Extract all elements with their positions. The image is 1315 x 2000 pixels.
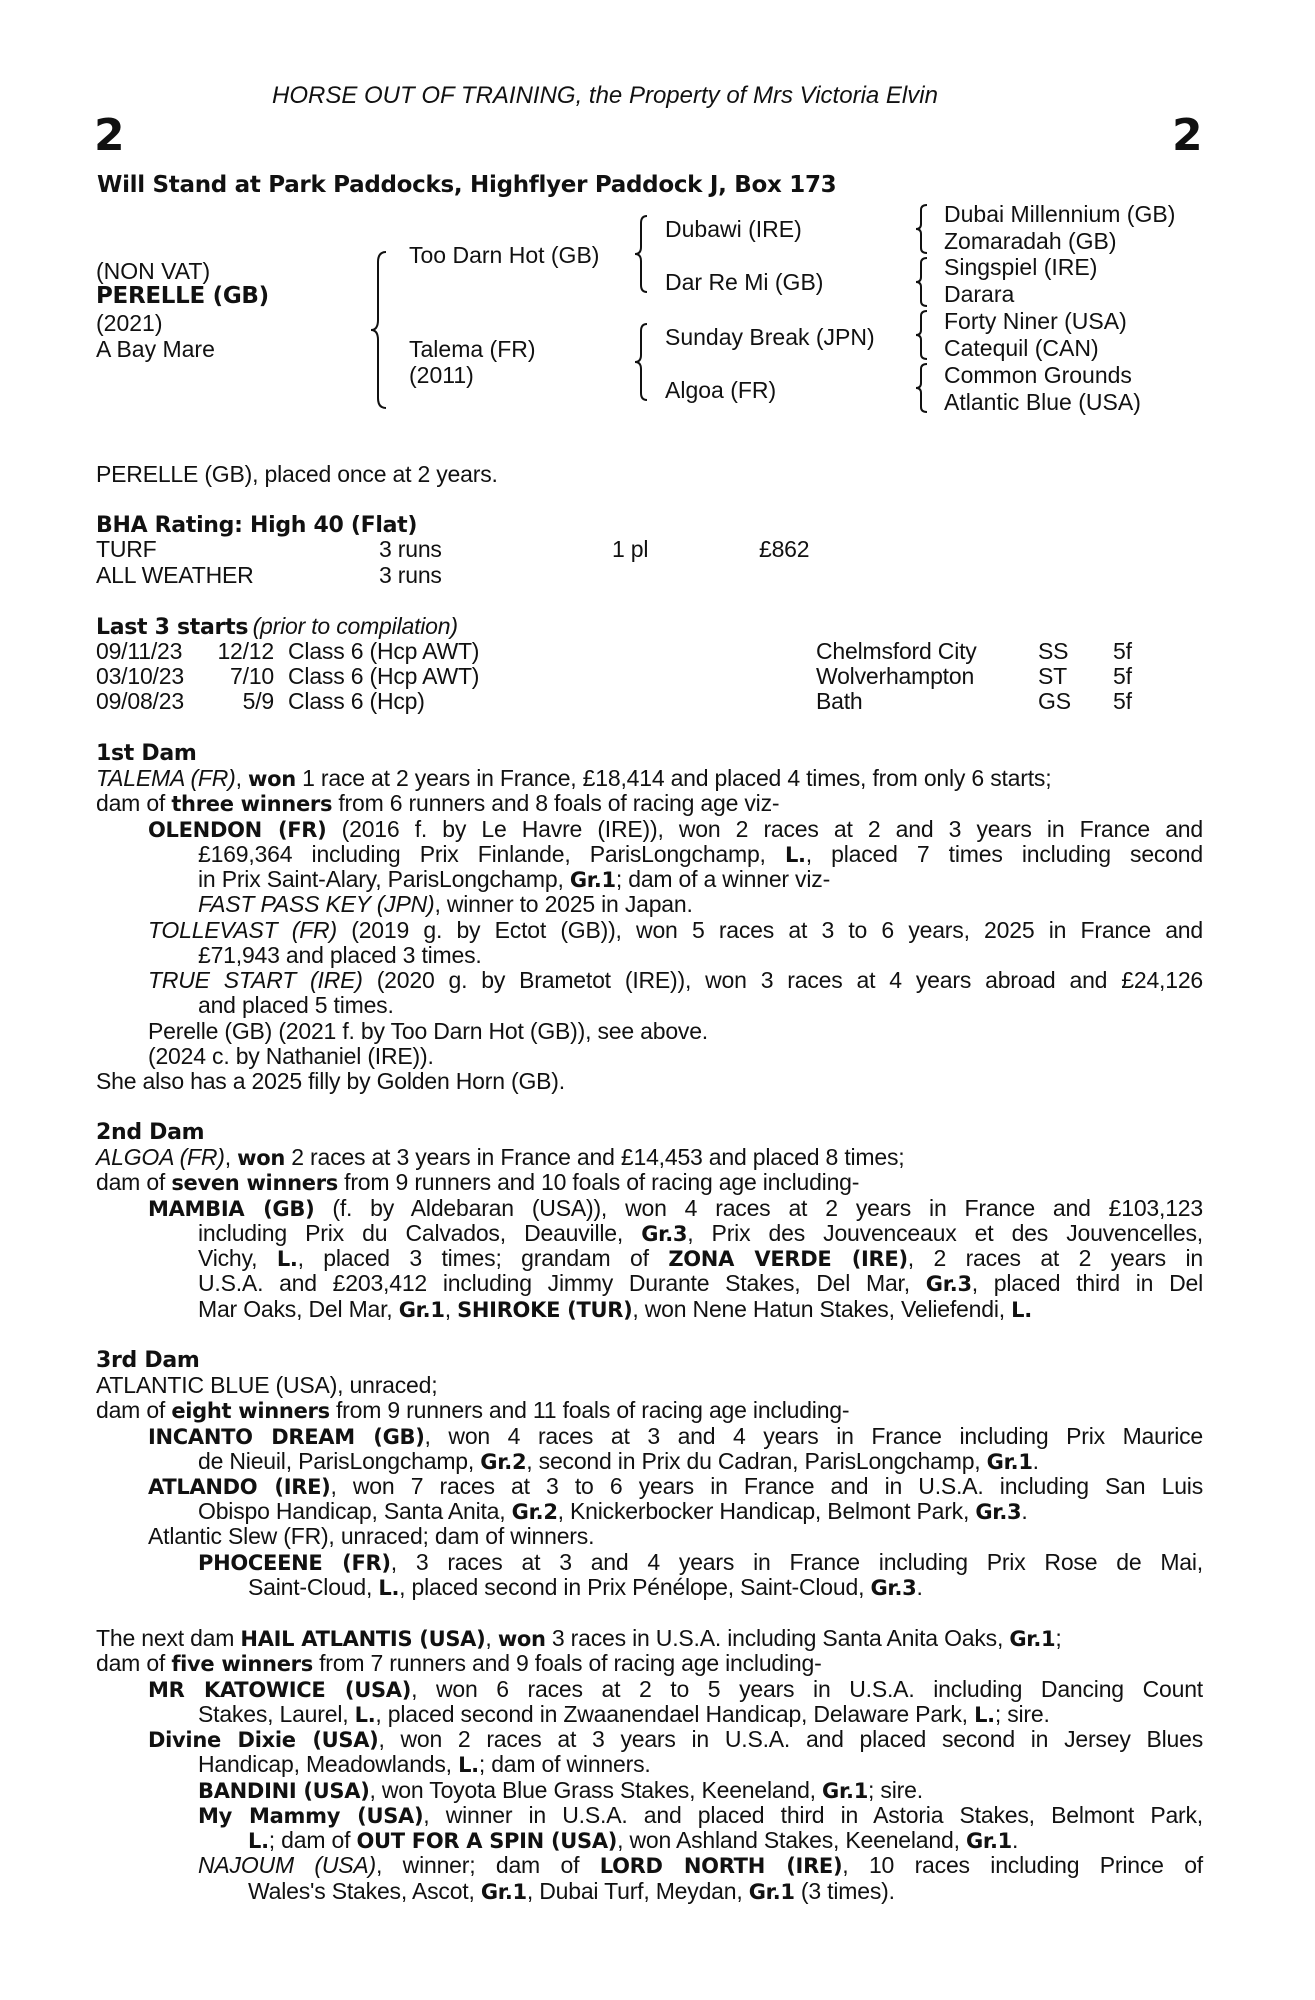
- start-going: SS: [1038, 638, 1069, 664]
- progeny-true-start-cont: and placed 5 times.: [198, 992, 394, 1018]
- progeny-true-start: [148, 968, 1203, 994]
- winners-count: five winners: [171, 1652, 313, 1676]
- start-race: Class 6 (Hcp AWT): [288, 663, 480, 689]
- rating-surface-turf: TURF: [96, 536, 157, 562]
- grade-label: Gr.1: [480, 1880, 527, 1904]
- text: from 9 runners and 11 foals of racing age including-: [329, 1397, 850, 1423]
- progeny-mambia-cont: [198, 1221, 1203, 1248]
- start-position: 5/9: [242, 688, 274, 714]
- grade-label: L.: [276, 1247, 298, 1271]
- pedigree-sire-dam: Dar Re Mi (GB): [665, 269, 824, 295]
- progeny-olendon: [148, 817, 1203, 844]
- second-dam-heading: 2nd Dam: [96, 1120, 205, 1145]
- text: in Prix Saint-Alary, ParisLongchamp,: [198, 866, 570, 892]
- start-race: Class 6 (Hcp): [288, 688, 425, 714]
- progeny-name: TOLLEVAST (FR): [148, 917, 337, 943]
- won-label: won: [248, 767, 296, 791]
- text: (2016 f. by Le Havre (IRE)), won 2 races at 2 and 3 years in France and: [326, 816, 1203, 842]
- stand-location: Will Stand at Park Paddocks, Highflyer Paddock J, Box 173: [97, 172, 837, 198]
- pedigree-brace-main: [368, 250, 392, 410]
- text: , won 6 races at 2 to 5 years in U.S.A. including Dancing Count: [411, 1676, 1203, 1702]
- progeny-mr-katowice: [148, 1677, 1203, 1704]
- progeny-fast-pass-key: [198, 892, 693, 918]
- first-dam-heading: 1st Dam: [96, 741, 197, 766]
- dam-name: TALEMA (FR): [96, 765, 236, 791]
- text: ; dam of a winner viz-: [615, 866, 831, 892]
- text: ;: [1055, 1625, 1062, 1651]
- progeny-name: LORD NORTH (IRE): [599, 1854, 843, 1878]
- text: Mar Oaks, Del Mar,: [198, 1296, 399, 1322]
- progeny-mambia-cont2: [198, 1246, 1203, 1273]
- text: , won Toyota Blue Grass Stakes, Keeneland,: [369, 1777, 823, 1803]
- progeny-incanto-dream: [148, 1424, 1203, 1451]
- start-race: Class 6 (Hcp AWT): [288, 638, 480, 664]
- lot-number-right: 2: [1172, 110, 1203, 161]
- lot-number-left: 2: [94, 110, 125, 161]
- text: , placed 7 times including second: [805, 841, 1203, 867]
- progeny-name: BANDINI (USA): [198, 1779, 370, 1803]
- dam-name: ALGOA (FR): [96, 1144, 225, 1170]
- text: , 2 races at 2 years in: [907, 1245, 1203, 1271]
- text: 3 races in U.S.A. including Santa Anita Oaks,: [545, 1625, 1010, 1651]
- pedigree-brace-sire: [632, 214, 652, 294]
- text: .: [1011, 1827, 1019, 1853]
- text: , Knickerbocker Handicap, Belmont Park,: [557, 1498, 976, 1524]
- progeny-my-mammy-cont: [248, 1828, 1018, 1855]
- dam-name: HAIL ATLANTIS (USA): [240, 1627, 486, 1651]
- start-course: Wolverhampton: [816, 663, 975, 689]
- third-dam-line: ATLANTIC BLUE (USA), unraced;: [96, 1372, 438, 1398]
- pedigree-g3-0: Dubai Millennium (GB): [944, 201, 1176, 227]
- progeny-olendon-cont2: [198, 867, 830, 894]
- progeny-perelle: Perelle (GB) (2021 f. by Too Darn Hot (GB)), see above.: [148, 1018, 708, 1044]
- start-date: 03/10/23: [96, 663, 184, 689]
- text: , won Ashland Stakes, Keeneland,: [617, 1827, 966, 1853]
- grade-label: Gr.1: [1009, 1627, 1056, 1651]
- vat-status: (NON VAT): [96, 258, 211, 284]
- grade-label: Gr.2: [511, 1500, 558, 1524]
- grade-label: Gr.1: [986, 1450, 1033, 1474]
- text: dam of: [96, 1169, 172, 1195]
- pedigree-g3-6: Common Grounds: [944, 362, 1132, 388]
- rating-placed-turf: 1 pl: [612, 536, 649, 562]
- text: de Nieuil, ParisLongchamp,: [198, 1448, 481, 1474]
- text: ; sire.: [868, 1777, 923, 1803]
- pedigree-brace-g3-1: [913, 203, 931, 255]
- progeny-olendon-cont: [198, 842, 1203, 869]
- winners-count: three winners: [171, 792, 333, 816]
- progeny-2024-colt: (2024 c. by Nathaniel (IRE)).: [148, 1043, 434, 1069]
- progeny-name: MAMBIA (GB): [148, 1197, 315, 1221]
- progeny-najoum: [198, 1853, 1203, 1880]
- progeny-name: OLENDON (FR): [148, 818, 327, 842]
- last-starts-title: Last 3 starts: [96, 615, 249, 640]
- text: including Prix du Calvados, Deauville,: [198, 1220, 642, 1246]
- start-date: 09/11/23: [96, 638, 183, 664]
- text: , placed second in Zwaanendael Handicap, Delaware Park,: [375, 1701, 975, 1727]
- progeny-name: ZONA VERDE (IRE): [668, 1247, 908, 1271]
- text: Wales's Stakes, Ascot,: [248, 1878, 481, 1904]
- grade-label: Gr.1: [965, 1829, 1012, 1853]
- pedigree-g3-1: Zomaradah (GB): [944, 228, 1117, 254]
- text: from 7 runners and 9 foals of racing age including-: [312, 1650, 822, 1676]
- grade-label: Gr.3: [870, 1576, 917, 1600]
- progeny-mr-katowice-cont: [198, 1702, 1050, 1729]
- progeny-name: ATLANDO (IRE): [148, 1475, 331, 1499]
- bha-rating-title: BHA Rating: High 40 (Flat): [96, 513, 418, 538]
- horse-name: PERELLE (GB): [96, 283, 269, 309]
- progeny-mambia-cont4: [198, 1297, 1032, 1324]
- start-position: 12/12: [217, 638, 274, 664]
- next-dam-produce-line: [96, 1651, 822, 1678]
- pedigree-dam-sire: Sunday Break (JPN): [665, 324, 875, 350]
- progeny-name: My Mammy (USA): [198, 1804, 424, 1828]
- page-header-title: HORSE OUT OF TRAINING, the Property of Mrs Victoria Elvin: [272, 82, 938, 109]
- progeny-phoceene: [198, 1550, 1203, 1577]
- text: , winner to 2025 in Japan.: [434, 891, 693, 917]
- separator: ,: [235, 765, 249, 791]
- progeny-name: OUT FOR A SPIN (USA): [356, 1829, 618, 1853]
- race-summary: PERELLE (GB), placed once at 2 years.: [96, 461, 498, 487]
- winners-count: eight winners: [171, 1399, 330, 1423]
- text: , winner; dam of: [376, 1852, 600, 1878]
- grade-label: L.: [1011, 1298, 1032, 1322]
- grade-label: L.: [784, 843, 806, 867]
- text: , won 2 races at 3 years in U.S.A. and placed second in Jersey Blues: [378, 1726, 1203, 1752]
- text: , won 7 races at 3 to 6 years in France and in U.S.A. including San Luis: [330, 1473, 1203, 1499]
- start-going: ST: [1038, 663, 1067, 689]
- progeny-atlando-cont: [198, 1499, 1028, 1526]
- text: , won 4 races at 3 and 4 years in France including Prix Maurice: [424, 1423, 1203, 1449]
- first-dam-produce-line: [96, 791, 779, 818]
- first-dam-note: She also has a 2025 filly by Golden Horn (GB).: [96, 1068, 565, 1094]
- text: , second in Prix du Cadran, ParisLongchamp,: [526, 1448, 987, 1474]
- progeny-name: INCANTO DREAM (GB): [148, 1425, 425, 1449]
- progeny-mambia-cont3: [198, 1271, 1203, 1298]
- start-distance: 5f: [1113, 688, 1132, 714]
- text: The next dam: [96, 1625, 241, 1651]
- text: from 9 runners and 10 foals of racing age including-: [337, 1169, 860, 1195]
- pedigree-g3-7: Atlantic Blue (USA): [944, 389, 1141, 415]
- rating-runs-aw: 3 runs: [379, 562, 442, 588]
- text: , placed third in Del: [971, 1270, 1203, 1296]
- progeny-atlando: [148, 1474, 1203, 1501]
- progeny-name: MR KATOWICE (USA): [148, 1678, 412, 1702]
- text: , won Nene Hatun Stakes, Veliefendi,: [632, 1296, 1012, 1322]
- pedigree-g3-2: Singspiel (IRE): [944, 254, 1098, 280]
- pedigree-brace-g3-2: [913, 256, 931, 308]
- winners-count: seven winners: [171, 1171, 338, 1195]
- grade-label: Gr.1: [748, 1880, 795, 1904]
- text: dam of: [96, 790, 172, 816]
- progeny-name: Divine Dixie (USA): [148, 1728, 379, 1752]
- grade-label: Gr.3: [641, 1222, 688, 1246]
- grade-label: Gr.1: [569, 868, 616, 892]
- dam-record: 2 races at 3 years in France and £14,453 and placed 8 times;: [285, 1144, 905, 1170]
- text: (2020 g. by Brametot (IRE)), won 3 races at 4 years abroad and £24,126: [362, 967, 1204, 993]
- start-course: Chelmsford City: [816, 638, 977, 664]
- text: , Prix des Jouvenceaux et des Jouvencelles,: [687, 1220, 1203, 1246]
- text: Saint-Cloud,: [248, 1574, 379, 1600]
- progeny-name: TRUE START (IRE): [148, 967, 363, 993]
- won-label: won: [497, 1627, 546, 1651]
- third-dam-produce-line: [96, 1398, 849, 1425]
- text: ; sire.: [994, 1701, 1050, 1727]
- text: , 3 races at 3 and 4 years in France including Prix Rose de Mai,: [390, 1549, 1204, 1575]
- last-starts-heading: [96, 614, 458, 640]
- progeny-name: PHOCEENE (FR): [198, 1551, 391, 1575]
- start-course: Bath: [816, 688, 863, 714]
- separator: ,: [224, 1144, 238, 1170]
- text: £169,364 including Prix Finlande, ParisLongchamp,: [198, 841, 785, 867]
- pedigree-g3-5: Catequil (CAN): [944, 335, 1099, 361]
- text: Handicap, Meadowlands,: [198, 1751, 459, 1777]
- rating-runs-turf: 3 runs: [379, 536, 442, 562]
- text: (f. by Aldebaran (USA)), won 4 races at 2 years in France and £103,123: [314, 1195, 1203, 1221]
- text: (3 times).: [794, 1878, 895, 1904]
- grade-label: L.: [354, 1703, 376, 1727]
- text: .: [916, 1574, 923, 1600]
- grade-label: L.: [378, 1576, 400, 1600]
- text: from 6 runners and 8 foals of racing age viz-: [332, 790, 780, 816]
- progeny-tollevast-cont: £71,943 and placed 3 times.: [198, 942, 482, 968]
- rating-surface-aw: ALL WEATHER: [96, 562, 254, 588]
- text: Stakes, Laurel,: [198, 1701, 355, 1727]
- progeny-incanto-dream-cont: [198, 1449, 1039, 1476]
- progeny-bandini: [198, 1778, 923, 1805]
- dam-record: 1 race at 2 years in France, £18,414 and placed 4 times, from only 6 starts;: [295, 765, 1052, 791]
- text: (2019 g. by Ectot (GB)), won 5 races at 3 to 6 years, 2025 in France and: [336, 917, 1203, 943]
- last-starts-subtitle: (prior to compilation): [252, 613, 458, 639]
- progeny-atlantic-slew: Atlantic Slew (FR), unraced; dam of winners.: [148, 1523, 595, 1549]
- progeny-divine-dixie-cont: [198, 1752, 651, 1779]
- start-going: GS: [1038, 688, 1071, 714]
- progeny-my-mammy: [198, 1803, 1203, 1830]
- progeny-phoceene-cont: [248, 1575, 923, 1602]
- pedigree-sire-sire: Dubawi (IRE): [665, 216, 802, 242]
- text: .: [1021, 1498, 1028, 1524]
- start-date: 09/08/23: [96, 688, 184, 714]
- text: dam of: [96, 1397, 172, 1423]
- separator: ,: [444, 1296, 458, 1322]
- separator: ,: [485, 1625, 498, 1651]
- pedigree-dam-dam: Algoa (FR): [665, 377, 777, 403]
- text: ; dam of: [268, 1827, 357, 1853]
- pedigree-dam-year: (2011): [409, 362, 474, 388]
- progeny-najoum-cont: [248, 1879, 895, 1906]
- pedigree-g3-3: Darara: [944, 281, 1015, 307]
- progeny-tollevast: [148, 918, 1203, 944]
- text: , winner in U.S.A. and placed third in Astoria Stakes, Belmont Park,: [423, 1802, 1203, 1828]
- grade-label: L.: [248, 1829, 269, 1853]
- pedigree-dam: Talema (FR): [409, 336, 536, 362]
- text: ; dam of winners.: [478, 1751, 651, 1777]
- pedigree-brace-dam: [632, 322, 652, 402]
- pedigree-brace-g3-4: [913, 362, 931, 414]
- progeny-mambia: [148, 1196, 1203, 1223]
- grade-label: Gr.1: [398, 1298, 445, 1322]
- text: Obispo Handicap, Santa Anita,: [198, 1498, 512, 1524]
- won-label: won: [237, 1146, 286, 1170]
- text: , 10 races including Prince of: [842, 1852, 1203, 1878]
- grade-label: Gr.2: [480, 1450, 527, 1474]
- horse-year: (2021): [96, 310, 163, 336]
- next-dam-line: [96, 1626, 1062, 1653]
- progeny-divine-dixie: [148, 1727, 1203, 1754]
- progeny-name: NAJOUM (USA): [198, 1852, 376, 1878]
- horse-description: A Bay Mare: [96, 336, 215, 362]
- start-distance: 5f: [1113, 638, 1132, 664]
- grade-label: Gr.1: [822, 1779, 869, 1803]
- text: Vichy,: [198, 1245, 277, 1271]
- progeny-name: SHIROKE (TUR): [457, 1298, 633, 1322]
- text: dam of: [96, 1650, 172, 1676]
- pedigree-sire: Too Darn Hot (GB): [409, 242, 600, 268]
- first-dam-line: [96, 766, 1051, 793]
- rating-prize-turf: £862: [759, 536, 810, 562]
- second-dam-line: [96, 1145, 904, 1172]
- grade-label: L.: [974, 1703, 995, 1727]
- start-position: 7/10: [230, 663, 274, 689]
- progeny-name: FAST PASS KEY (JPN): [198, 891, 435, 917]
- text: , placed second in Prix Pénélope, Saint-Cloud,: [399, 1574, 871, 1600]
- text: , placed 3 times; grandam of: [297, 1245, 669, 1271]
- pedigree-g3-4: Forty Niner (USA): [944, 308, 1127, 334]
- text: U.S.A. and £203,412 including Jimmy Durante Stakes, Del Mar,: [198, 1270, 926, 1296]
- text: , Dubai Turf, Meydan,: [526, 1878, 749, 1904]
- third-dam-heading: 3rd Dam: [96, 1348, 200, 1373]
- second-dam-produce-line: [96, 1170, 859, 1197]
- pedigree-brace-g3-3: [913, 309, 931, 361]
- start-distance: 5f: [1113, 663, 1132, 689]
- grade-label: Gr.3: [975, 1500, 1022, 1524]
- text: .: [1032, 1448, 1039, 1474]
- grade-label: L.: [458, 1753, 479, 1777]
- grade-label: Gr.3: [925, 1272, 972, 1296]
